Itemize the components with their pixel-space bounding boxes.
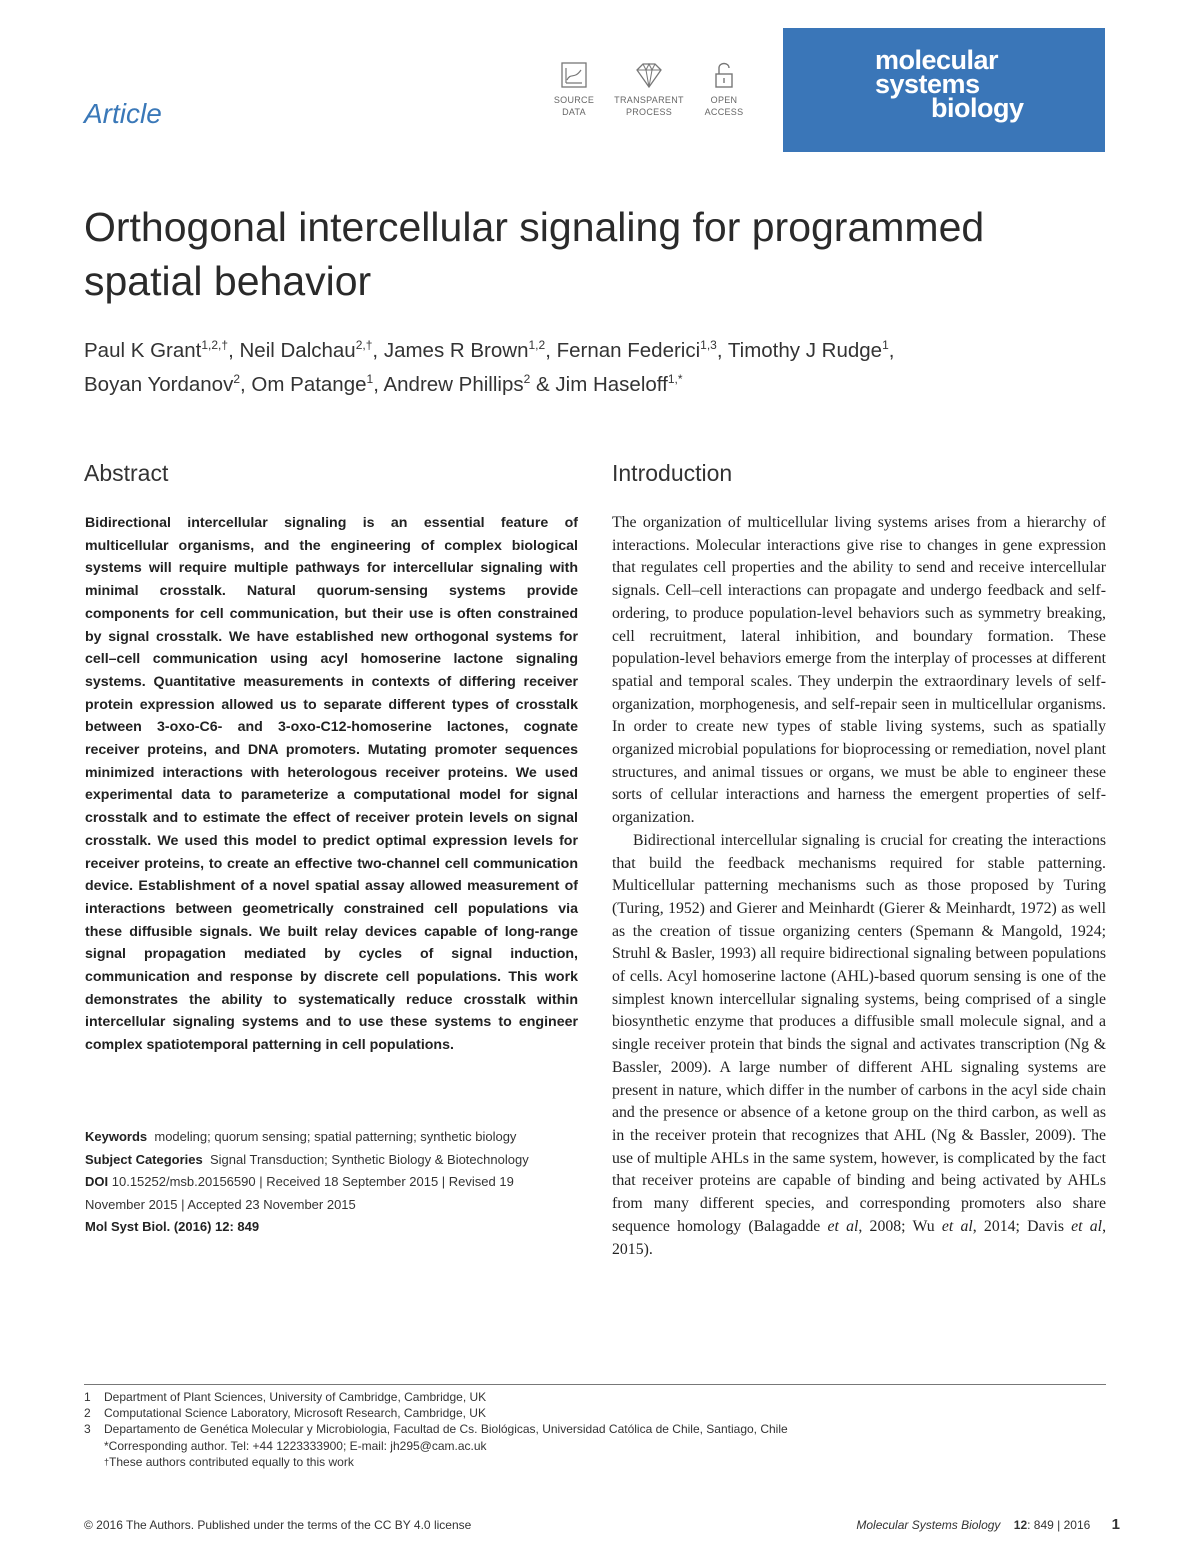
author-affiliation-marker: 1,3 <box>700 338 717 353</box>
transparent-process-line1: TRANSPARENT <box>614 95 684 105</box>
author-affiliation-marker: 1 <box>882 338 889 353</box>
author-affiliation-marker: 1 <box>366 372 374 387</box>
logo-line-molecular: molecular <box>875 45 999 75</box>
open-access-line1: OPEN <box>710 95 738 105</box>
et-al: et al <box>941 1217 973 1235</box>
source-data-badge[interactable] <box>548 60 600 118</box>
logo-line-systems: systems <box>875 69 980 99</box>
citation-value: Mol Syst Biol. (2016) 12: 849 <box>85 1219 260 1234</box>
journal-footer <box>856 1516 1120 1533</box>
affiliation-1: 1 Department of Plant Sciences, University of Cambridge, Cambridge, UK <box>84 1390 487 1404</box>
footnotes <box>84 1389 1106 1470</box>
subjects-value: Signal Transduction; Synthetic Biology & Biotechnology <box>210 1151 529 1167</box>
logo-line-biology: biology <box>931 93 1024 123</box>
open-access-line2: ACCESS <box>704 107 744 117</box>
author-name: Neil Dalchau <box>239 339 356 362</box>
source-data-line2: DATA <box>562 107 586 117</box>
et-al: et al <box>1071 1217 1103 1235</box>
dates-line: November 2015 | Accepted 23 November 2015 <box>85 1196 356 1212</box>
journal-logo[interactable] <box>783 28 1105 152</box>
badge-group <box>548 60 750 118</box>
source-data-line1: SOURCE <box>553 95 595 105</box>
author-name: Boyan Yordanov <box>84 373 234 396</box>
author-name: Fernan Federici <box>556 339 701 362</box>
subjects-line <box>85 1149 585 1172</box>
footnote-divider <box>84 1384 1106 1385</box>
affiliation-2: 2 Computational Science Laboratory, Microsoft Research, Cambridge, UK <box>84 1406 486 1421</box>
author-affiliation-marker: 1,2,† <box>201 338 229 353</box>
intro-p2-part-c: , 2014; Davis <box>972 1217 1072 1235</box>
intro-p2-part-d: , 2015). <box>612 1217 1107 1258</box>
intro-paragraph-2 <box>612 830 1106 1261</box>
equal-contribution-note: † These authors contributed equally to this work <box>104 1454 354 1469</box>
author-name: Timothy J Rudge <box>727 339 883 362</box>
keywords-label: Keywords <box>85 1129 148 1144</box>
author-affiliation-marker: 1,2 <box>528 338 546 353</box>
paper-title: Orthogonal intercellular signaling for programmed spatial behavior <box>84 204 985 304</box>
author-name: Om Patange <box>251 373 367 396</box>
et-al: et al <box>827 1217 859 1235</box>
author-list: Paul K Grant$^{1,2,\dagger}$, Neil Dalchau$^{2,\dagger}$, James R Brown$^{1,2}$, Fernan Federici$^{1,3}$, Timothy J Rudge$^1$, Boyan Yordanov$^2$, Om Patange$^1$, Andrew Phillips$^2$ & Jim Haseloff$^{1,*}$ <box>84 338 895 396</box>
author-name: Paul K Grant <box>84 339 202 362</box>
doi-line <box>85 1171 585 1194</box>
author-affiliation-marker: 2 <box>233 372 241 387</box>
article-type-label: Article <box>84 98 162 129</box>
intro-p2-part-b: , 2008; Wu <box>858 1217 942 1235</box>
transparent-process-line2: PROCESS <box>625 107 673 117</box>
open-access-badge[interactable] <box>698 60 750 118</box>
author-name: James R Brown <box>383 339 529 362</box>
diamond-icon <box>631 60 667 90</box>
introduction-heading: Introduction <box>612 460 733 486</box>
introduction-body <box>612 512 1106 1261</box>
author-affiliation-marker: 2 <box>523 372 531 387</box>
author-name: Jim Haseloff <box>555 373 668 396</box>
citation-line <box>85 1216 585 1239</box>
page-number: 1 <box>1111 1516 1120 1533</box>
article-metadata <box>85 1126 585 1239</box>
corresponding-author: *Corresponding author. Tel: +44 1223333900; E-mail: jh295@cam.ac.uk <box>104 1438 487 1453</box>
author-name: Andrew Phillips <box>383 373 524 396</box>
keywords-line <box>85 1126 585 1149</box>
footer-volume: 12 <box>1013 1518 1028 1532</box>
transparent-process-badge[interactable] <box>614 60 684 118</box>
intro-p2-part-a: Bidirectional intercellular signaling is crucial for creating the interactions that build the feedback mechanisms required for stable patterning. Multicellular patterning mechanisms such as those proposed by Turing (Turing, 1952) and Gierer and Meinhardt (Gierer & Meinhardt, 1972) as well as the creation of tissue organizing centers (Spemann & Mangold, 1924; Struhl & Basler, 1993) all require bidirectional signaling between populations of cells. Acyl homoserine lactone (AHL)-based quorum sensing is one of the simplest known intercellular signaling systems, being comprised of a single biosynthetic enzyme that produces a diffusible small molecule signal, and a single receiver protein that binds the signal and activates transcription (Ng & Bassler, 2009). A large number of different AHL signaling systems are present in nature, which differ in the number of carbons in the acyl side chain and the presence or absence of a ketone group on the third carbon, as well as in the receiver protein that recognizes that AHL (Ng & Bassler, 2009). The use of multiple AHLs in the same system, however, is complicated by the fact that receiver proteins are capable of binding and being activated by AHLs from many different species, and corresponding promoters also share sequence homology (Balagadde <box>612 831 1106 1235</box>
intro-paragraph-1: The organization of multicellular living systems arises from a hierarchy of interactions. Molecular interactions give rise to changes in gene expression that regulates cell properties and the ability to send and receive intercellular signals. Cell–cell interactions can propagate and undergo feedback and self-ordering, to produce population-level behaviors such as symmetry breaking, cell recruitment, lateral inhibition, and boundary formation. These population-level behaviors emerge from the interplay of processes at different spatial and temporal scales. They underpin the extraordinary levels of self-organization, morphogenesis, and self-repair seen in multicellular organisms. In order to create new types of stable living systems, such as spatially organized microbial populations for bioprocessing or remediation, novel plant structures, and animal tissues or organs, we must be able to engineer these sorts of cellular interactions and harness the emergent properties of self-organization. <box>612 514 1106 827</box>
keywords-value: modeling; quorum sensing; spatial patterning; synthetic biology <box>154 1129 517 1144</box>
abstract-heading: Abstract <box>84 460 169 486</box>
license-text: © 2016 The Authors. Published under the terms of the CC BY 4.0 license <box>84 1518 472 1532</box>
abstract-text: Bidirectional intercellular signaling is an essential feature of multicellular organisms, and the engineering of complex biological systems will require multiple pathways for intercellular signaling with minimal crosstalk. Natural quorum-sensing systems provide components for cell communication, but their use is often constrained by signal crosstalk. We have established new orthogonal systems for cell–cell communication using acyl homoserine lactone signaling systems. Quantitative measurements in contexts of differing receiver protein expression allowed us to separate different types of crosstalk between 3-oxo-C6- and 3-oxo-C12-homoserine lactones, cognate receiver proteins, and DNA promoters. Mutating promoter sequences minimized interactions with heterologous receiver proteins. We used experimental data to parameterize a computational model for signal crosstalk and to estimate the effect of receiver protein levels on signal crosstalk. We used this model to predict optimal expression levels for receiver proteins, to create an effective two-channel cell communication device. Establishment of a novel spatial assay allowed measurement of interactions between geometrically constrained cell populations via these diffusible signals. We built relay devices capable of long-range signal propagation mediated by cycles of signal induction, communication and response by discrete cell populations. This work demonstrates the ability to systematically reduce crosstalk within intercellular signaling systems and to use these systems to engineer complex spatiotemporal patterning in cell populations. <box>85 515 578 1054</box>
doi-label: DOI <box>85 1174 109 1189</box>
source-data-icon <box>559 60 589 90</box>
footer-journal-name: Molecular Systems Biology <box>856 1518 1001 1532</box>
affiliation-3: 3 Departamento de Genética Molecular y Microbiologia, Facultad de Cs. Biológicas, Universidad Católica de Chile, Santiago, Chile <box>84 1422 788 1437</box>
open-lock-icon <box>709 60 739 90</box>
author-affiliation-marker: 1,* <box>667 372 683 387</box>
subjects-label: Subject Categories <box>85 1151 203 1167</box>
footer-issue: : 849 | 2016 <box>1027 1518 1091 1532</box>
author-affiliation-marker: 2,† <box>355 338 373 353</box>
doi-value[interactable]: 10.15252/msb.20156590 | Received 18 September 2015 | Revised 19 <box>111 1174 514 1189</box>
